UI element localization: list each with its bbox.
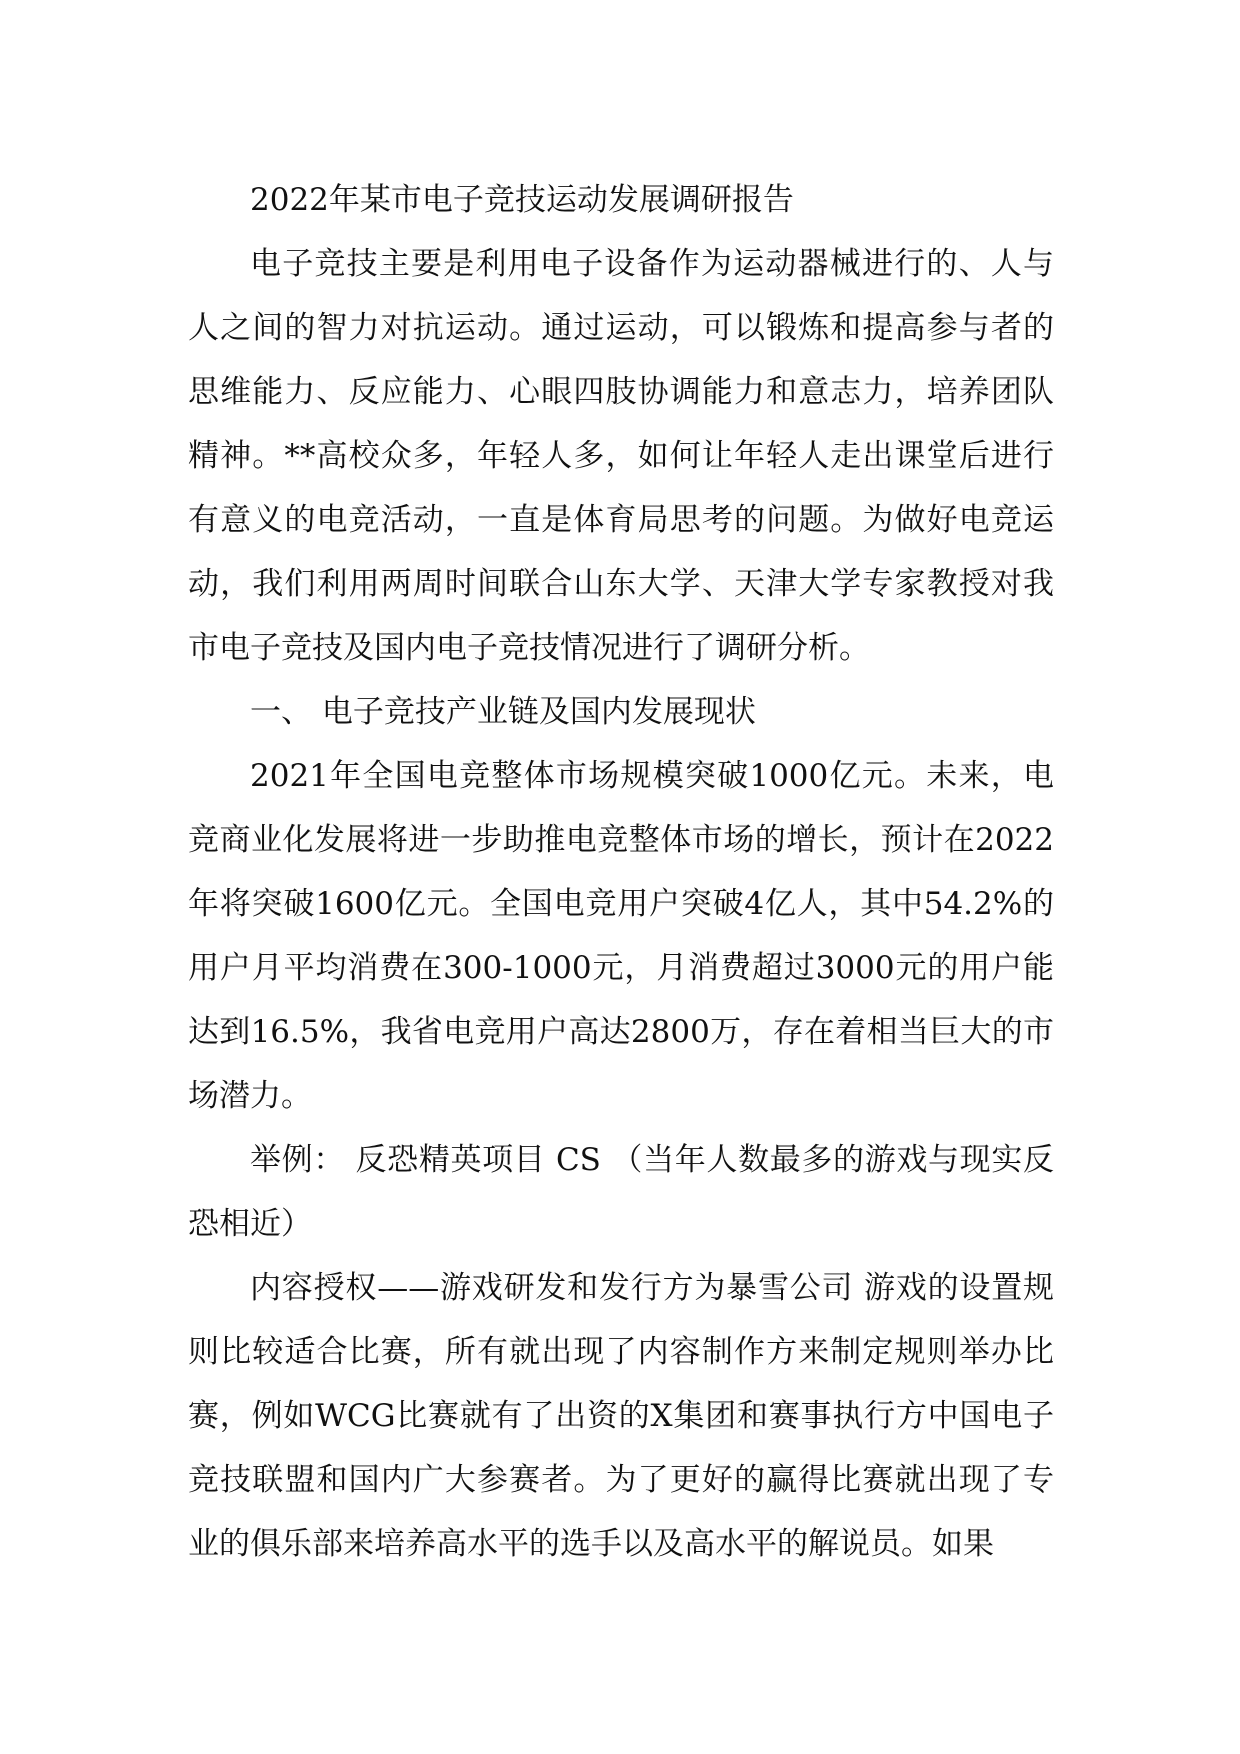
document-title: 2022年某市电子竞技运动发展调研报告: [250, 182, 794, 218]
intro-paragraph: 电子竞技主要是利用电子设备作为运动器械进行的、人与人之间的智力对抗运动。通过运动，可以锻炼和提高参与者的思维能力、反应能力、心眼四肢协调能力和意志力，培养团队精神。**高校众多，年轻人多，如何让年轻人走出课堂后进行有意义的电竞活动，一直是体育局思考的问题。为做好电竞运动，我们利用两周时间联合山东大学、天津大学专家教授对我市电子竞技及国内电子竞技情况进行了调研分析。: [188, 246, 1054, 666]
example-paragraph: 举例： 反恐精英项目 CS （当年人数最多的游戏与现实反恐相近）: [188, 1142, 1054, 1242]
content-license-paragraph: 内容授权——游戏研发和发行方为暴雪公司 游戏的设置规则比较适合比赛，所有就出现了内容制作方来制定规则举办比赛，例如WCG比赛就有了出资的X集团和赛事执行方中国电子竞技联盟和国内广大参赛者。为了更好的赢得比赛就出现了专业的俱乐部来培养高水平的选手以及高水平的解说员。如果: [188, 1270, 1054, 1562]
market-paragraph: 2021年全国电竞整体市场规模突破1000亿元。未来，电竞商业化发展将进一步助推电竞整体市场的增长，预计在2022年将突破1600亿元。全国电竞用户突破4亿人，其中54.2%的用户月平均消费在300-1000元，月消费超过3000元的用户能达到16.5%，我省电竞用户高达2800万，存在着相当巨大的市场潜力。: [188, 758, 1054, 1114]
section-heading-1: 一、 电子竞技产业链及国内发展现状: [250, 694, 756, 730]
document-body: [188, 168, 1054, 1576]
